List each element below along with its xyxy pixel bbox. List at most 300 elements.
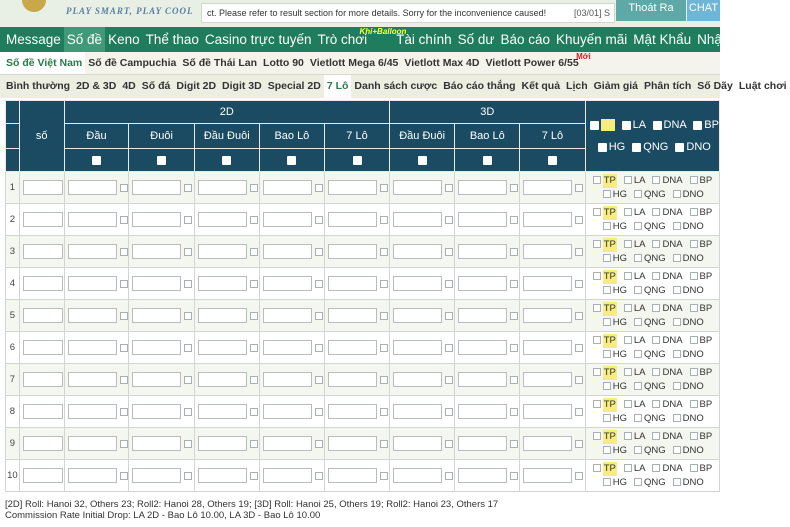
number-input[interactable]: [23, 276, 63, 291]
checkbox-3d-dau-duoi[interactable]: [445, 376, 453, 384]
checkbox-dau[interactable]: [120, 408, 128, 416]
checkbox-dau[interactable]: [120, 248, 128, 256]
nav-mat-khau[interactable]: Mật Khẩu: [633, 32, 692, 47]
check-dno[interactable]: [673, 318, 681, 326]
checkbox-duoi[interactable]: [184, 440, 192, 448]
number-input[interactable]: [23, 212, 63, 227]
check-dno[interactable]: [673, 478, 681, 486]
amount-input-3d-7-lo[interactable]: [523, 468, 572, 483]
checkbox-3d-dau-duoi[interactable]: [445, 440, 453, 448]
amount-input-7-lo[interactable]: [328, 340, 377, 355]
check-bp[interactable]: [690, 176, 698, 184]
amount-input-duoi[interactable]: [132, 308, 181, 323]
checkbox-7-lo[interactable]: [380, 248, 388, 256]
check-dna[interactable]: [652, 304, 660, 312]
check-bp[interactable]: [690, 272, 698, 280]
amount-input-duoi[interactable]: [132, 244, 181, 259]
checkbox-3d-bao-lo[interactable]: [510, 440, 518, 448]
amount-input-3d-bao-lo[interactable]: [458, 212, 507, 227]
checkbox-dau[interactable]: [120, 280, 128, 288]
checkbox-7-lo[interactable]: [380, 408, 388, 416]
nav-tro-choi[interactable]: [314, 27, 407, 52]
check-tp[interactable]: [593, 208, 601, 216]
checkbox-3d-dau-duoi[interactable]: [445, 248, 453, 256]
check-la[interactable]: [624, 336, 632, 344]
check-tp[interactable]: [593, 400, 601, 408]
amount-input-7-lo[interactable]: [328, 404, 377, 419]
amount-input-dau[interactable]: [68, 308, 117, 323]
amount-input-bao-lo[interactable]: [263, 340, 312, 355]
checkbox-3d-7-lo[interactable]: [575, 472, 583, 480]
check-bp[interactable]: [690, 400, 698, 408]
check-bp[interactable]: [690, 432, 698, 440]
check-dno[interactable]: [673, 414, 681, 422]
check-tp[interactable]: [593, 464, 601, 472]
amount-input-3d-dau-duoi[interactable]: [393, 372, 442, 387]
amount-input-duoi[interactable]: [132, 212, 181, 227]
amount-input-dau[interactable]: [68, 180, 117, 195]
select-all-3d-7-lo[interactable]: [520, 149, 586, 172]
amount-input-3d-dau-duoi[interactable]: [393, 404, 442, 419]
amount-input-3d-7-lo[interactable]: [523, 404, 572, 419]
amount-input-3d-7-lo[interactable]: [523, 340, 572, 355]
amount-input-3d-7-lo[interactable]: [523, 372, 572, 387]
bet-tab-2d-3d[interactable]: 2D & 3D: [76, 80, 117, 92]
checkbox-bao-lo[interactable]: [315, 280, 323, 288]
check-dno[interactable]: [673, 382, 681, 390]
amount-input-7-lo[interactable]: [328, 436, 377, 451]
number-input[interactable]: [23, 180, 63, 195]
check-bp[interactable]: [690, 240, 698, 248]
amount-input-3d-dau-duoi[interactable]: [393, 468, 442, 483]
check-tp[interactable]: [593, 304, 601, 312]
check-dna[interactable]: [652, 240, 660, 248]
checkbox-3d-bao-lo[interactable]: [510, 216, 518, 224]
nav-so-de[interactable]: Số đề: [64, 27, 105, 52]
check-qng[interactable]: [634, 254, 642, 262]
amount-input-7-lo[interactable]: [328, 276, 377, 291]
amount-input-duoi[interactable]: [132, 436, 181, 451]
checkbox-bao-lo[interactable]: [315, 216, 323, 224]
bet-tab-4d[interactable]: 4D: [122, 80, 136, 92]
announcement-text: ct. Please refer to result section for more details. Sorry for the inconvenience caused!: [207, 8, 547, 18]
amount-input-dau-duoi[interactable]: [198, 308, 247, 323]
checkbox-duoi[interactable]: [184, 184, 192, 192]
check-hg[interactable]: [603, 382, 611, 390]
checkbox-bao-lo[interactable]: [315, 472, 323, 480]
checkbox-3d-dau-duoi[interactable]: [445, 184, 453, 192]
check-la[interactable]: [624, 240, 632, 248]
amount-input-dau[interactable]: [68, 212, 117, 227]
check-la[interactable]: [624, 432, 632, 440]
subnav-so-de-campuchia[interactable]: Số đề Campuchia: [88, 57, 177, 69]
checkbox-7-lo[interactable]: [380, 184, 388, 192]
check-tp[interactable]: [593, 368, 601, 376]
check-dna[interactable]: [652, 400, 660, 408]
check-hg[interactable]: [603, 222, 611, 230]
amount-input-dau-duoi[interactable]: [198, 212, 247, 227]
checkbox-3d-bao-lo[interactable]: [510, 376, 518, 384]
header-check-la[interactable]: [622, 121, 631, 130]
amount-input-3d-7-lo[interactable]: [523, 276, 572, 291]
checkbox-dau[interactable]: [120, 216, 128, 224]
check-la[interactable]: [624, 272, 632, 280]
amount-input-3d-dau-duoi[interactable]: [393, 212, 442, 227]
checkbox-bao-lo[interactable]: [315, 376, 323, 384]
amount-input-bao-lo[interactable]: [263, 436, 312, 451]
check-bp[interactable]: [690, 208, 698, 216]
check-bp[interactable]: [690, 336, 698, 344]
checkbox-7-lo[interactable]: [380, 280, 388, 288]
amount-input-dau[interactable]: [68, 468, 117, 483]
amount-input-bao-lo[interactable]: [263, 308, 312, 323]
amount-input-dau[interactable]: [68, 276, 117, 291]
amount-input-7-lo[interactable]: [328, 308, 377, 323]
checkbox-3d-7-lo[interactable]: [575, 440, 583, 448]
checkbox-3d-dau-duoi[interactable]: [445, 344, 453, 352]
checkbox-3d-bao-lo[interactable]: [510, 184, 518, 192]
amount-input-dau[interactable]: [68, 340, 117, 355]
amount-input-dau-duoi[interactable]: [198, 340, 247, 355]
checkbox-dau-duoi[interactable]: [250, 248, 258, 256]
amount-input-dau-duoi[interactable]: [198, 404, 247, 419]
check-la[interactable]: [624, 464, 632, 472]
check-qng[interactable]: [634, 382, 642, 390]
checkbox-3d-7-lo[interactable]: [575, 408, 583, 416]
checkbox-duoi[interactable]: [184, 344, 192, 352]
checkbox-dau-duoi[interactable]: [250, 440, 258, 448]
check-dno[interactable]: [673, 190, 681, 198]
check-dno[interactable]: [673, 446, 681, 454]
checkbox-duoi[interactable]: [184, 280, 192, 288]
checkbox-duoi[interactable]: [184, 376, 192, 384]
header-check-bp[interactable]: [693, 121, 702, 130]
amount-input-3d-7-lo[interactable]: [523, 436, 572, 451]
nav-khuyen-mai[interactable]: Khuyến mãi: [556, 32, 628, 47]
option-hg: HG: [612, 316, 627, 328]
check-la[interactable]: [624, 176, 632, 184]
checkbox-dau[interactable]: [120, 376, 128, 384]
amount-input-3d-7-lo[interactable]: [523, 212, 572, 227]
amount-input-3d-bao-lo[interactable]: [458, 180, 507, 195]
select-all-dau[interactable]: [64, 149, 129, 172]
check-dna[interactable]: [652, 208, 660, 216]
bet-tab-digit-3d[interactable]: Digit 3D: [222, 80, 262, 92]
header-check-qng[interactable]: [632, 143, 641, 152]
check-dno[interactable]: [673, 222, 681, 230]
check-dna[interactable]: [652, 272, 660, 280]
bet-tab-special-2d[interactable]: Special 2D: [267, 80, 321, 92]
checkbox-duoi[interactable]: [184, 248, 192, 256]
checkbox-3d-7-lo[interactable]: [575, 344, 583, 352]
check-hg[interactable]: [603, 286, 611, 294]
amount-input-3d-dau-duoi[interactable]: [393, 244, 442, 259]
option-dna: DNA: [662, 430, 683, 442]
amount-input-duoi[interactable]: [132, 372, 181, 387]
checkbox-3d-bao-lo[interactable]: [510, 248, 518, 256]
amount-input-3d-bao-lo[interactable]: [458, 436, 507, 451]
group-2d-header: 2D: [64, 101, 389, 124]
amount-input-bao-lo[interactable]: [263, 244, 312, 259]
amount-input-3d-bao-lo[interactable]: [458, 340, 507, 355]
bet-tab-giam-gia[interactable]: Giảm giá: [593, 80, 638, 92]
check-qng[interactable]: [634, 318, 642, 326]
option-la: LA: [633, 334, 646, 346]
nav-bao-cao[interactable]: Báo cáo: [500, 32, 550, 47]
checkbox-duoi[interactable]: [184, 312, 192, 320]
amount-input-duoi[interactable]: [132, 468, 181, 483]
checkbox-dau-duoi[interactable]: [250, 344, 258, 352]
nav-casino[interactable]: Casino trực tuyến: [204, 32, 312, 47]
nav-nhat-ky[interactable]: Nhật ký: [697, 32, 743, 47]
bet-tab-so-day[interactable]: Số Dãy: [697, 80, 733, 92]
check-qng[interactable]: [634, 478, 642, 486]
amount-input-3d-dau-duoi[interactable]: [393, 308, 442, 323]
check-dna[interactable]: [652, 464, 660, 472]
nav-keno[interactable]: Keno: [108, 32, 140, 47]
checkbox-3d-7-lo[interactable]: [575, 248, 583, 256]
amount-input-3d-7-lo[interactable]: [523, 180, 572, 195]
check-hg[interactable]: [603, 446, 611, 454]
check-tp[interactable]: [593, 432, 601, 440]
bet-tab-lich[interactable]: Lịch: [566, 80, 588, 92]
bet-tab-bao-cao-thang[interactable]: Báo cáo thắng: [443, 80, 516, 92]
checkbox-dau-duoi[interactable]: [250, 408, 258, 416]
subnav-vietlott-max[interactable]: Vietlott Max 4D: [404, 57, 480, 69]
number-input[interactable]: [23, 244, 63, 259]
select-all-3d-dau-duoi[interactable]: [389, 149, 455, 172]
check-bp[interactable]: [690, 368, 698, 376]
amount-input-bao-lo[interactable]: [263, 372, 312, 387]
checkbox-dau-duoi[interactable]: [250, 312, 258, 320]
checkbox-7-lo[interactable]: [380, 344, 388, 352]
amount-input-3d-bao-lo[interactable]: [458, 404, 507, 419]
check-qng[interactable]: [634, 222, 642, 230]
amount-input-bao-lo[interactable]: [263, 180, 312, 195]
bet-tab-7-lo[interactable]: 7 Lô: [324, 75, 352, 98]
checkbox-3d-bao-lo[interactable]: [510, 472, 518, 480]
amount-input-3d-7-lo[interactable]: [523, 308, 572, 323]
amount-input-duoi[interactable]: [132, 276, 181, 291]
check-hg[interactable]: [603, 478, 611, 486]
check-hg[interactable]: [603, 190, 611, 198]
checkbox-dau-duoi[interactable]: [250, 376, 258, 384]
checkbox-bao-lo[interactable]: [315, 312, 323, 320]
checkbox-3d-dau-duoi[interactable]: [445, 312, 453, 320]
amount-input-7-lo[interactable]: [328, 468, 377, 483]
nav-message[interactable]: Message: [6, 32, 61, 47]
check-tp[interactable]: [593, 336, 601, 344]
amount-input-dau-duoi[interactable]: [198, 276, 247, 291]
subnav-so-de-viet-nam[interactable]: Số đề Việt Nam: [0, 52, 85, 74]
select-all-dau-duoi[interactable]: [194, 149, 259, 172]
check-hg[interactable]: [603, 318, 611, 326]
bet-tab-danh-sach-cuoc[interactable]: Danh sách cược: [354, 80, 438, 92]
amount-input-3d-bao-lo[interactable]: [458, 308, 507, 323]
check-qng[interactable]: [634, 190, 642, 198]
checkbox-3d-bao-lo[interactable]: [510, 344, 518, 352]
check-qng[interactable]: [634, 414, 642, 422]
amount-input-bao-lo[interactable]: [263, 276, 312, 291]
checkbox-dau[interactable]: [120, 344, 128, 352]
checkbox-dau[interactable]: [120, 184, 128, 192]
check-hg[interactable]: [603, 350, 611, 358]
bet-tab-luat-choi[interactable]: Luật chơi: [738, 80, 787, 92]
amount-input-7-lo[interactable]: [328, 180, 377, 195]
checkbox-dau-duoi[interactable]: [250, 184, 258, 192]
header-check-dna[interactable]: [653, 121, 662, 130]
amount-input-dau[interactable]: [68, 372, 117, 387]
select-all-7-lo[interactable]: [325, 149, 390, 172]
checkbox-duoi[interactable]: [184, 408, 192, 416]
checkbox-7-lo[interactable]: [380, 376, 388, 384]
header-check-dno[interactable]: [675, 143, 684, 152]
amount-input-duoi[interactable]: [132, 180, 181, 195]
check-tp[interactable]: [593, 240, 601, 248]
checkbox-3d-dau-duoi[interactable]: [445, 216, 453, 224]
check-qng[interactable]: [634, 350, 642, 358]
amount-input-dau-duoi[interactable]: [198, 372, 247, 387]
number-input[interactable]: [23, 340, 63, 355]
check-dna[interactable]: [652, 176, 660, 184]
bet-tab-phan-tich[interactable]: Phân tích: [644, 80, 692, 92]
check-la[interactable]: [624, 304, 632, 312]
amount-input-dau[interactable]: [68, 404, 117, 419]
amount-input-3d-dau-duoi[interactable]: [393, 436, 442, 451]
select-all-bao-lo[interactable]: [259, 149, 325, 172]
amount-input-7-lo[interactable]: [328, 212, 377, 227]
check-dno[interactable]: [673, 254, 681, 262]
amount-input-dau[interactable]: [68, 244, 117, 259]
amount-input-7-lo[interactable]: [328, 372, 377, 387]
checkbox-7-lo[interactable]: [380, 216, 388, 224]
checkbox-bao-lo[interactable]: [315, 184, 323, 192]
checkbox-7-lo[interactable]: [380, 440, 388, 448]
checkbox-bao-lo[interactable]: [315, 248, 323, 256]
amount-input-duoi[interactable]: [132, 340, 181, 355]
check-qng[interactable]: [634, 286, 642, 294]
checkbox-3d-7-lo[interactable]: [575, 216, 583, 224]
checkbox-duoi[interactable]: [184, 472, 192, 480]
number-input[interactable]: [23, 404, 63, 419]
checkbox-3d-bao-lo[interactable]: [510, 280, 518, 288]
checkbox-dau[interactable]: [120, 312, 128, 320]
number-input[interactable]: [23, 436, 63, 451]
amount-input-3d-bao-lo[interactable]: [458, 468, 507, 483]
amount-input-dau-duoi[interactable]: [198, 244, 247, 259]
checkbox-bao-lo[interactable]: [315, 440, 323, 448]
checkbox-duoi[interactable]: [184, 216, 192, 224]
checkbox-3d-7-lo[interactable]: [575, 376, 583, 384]
nav-so-du[interactable]: Số dư: [457, 32, 495, 47]
amount-input-3d-dau-duoi[interactable]: [393, 340, 442, 355]
amount-input-3d-dau-duoi[interactable]: [393, 180, 442, 195]
number-input[interactable]: [23, 372, 63, 387]
checkbox-dau-duoi[interactable]: [250, 216, 258, 224]
number-input[interactable]: [23, 308, 63, 323]
amount-input-dau-duoi[interactable]: [198, 436, 247, 451]
check-hg[interactable]: [603, 254, 611, 262]
subnav-vietlott-mega[interactable]: Vietlott Mega 6/45: [309, 57, 399, 69]
amount-input-duoi[interactable]: [132, 404, 181, 419]
bet-tab-so-da[interactable]: Số đá: [141, 80, 171, 92]
checkbox-3d-dau-duoi[interactable]: [445, 472, 453, 480]
bet-tab-binh-thuong[interactable]: Bình thường: [6, 80, 71, 92]
header-check-tp[interactable]: [590, 121, 599, 130]
check-dno[interactable]: [673, 286, 681, 294]
check-dna[interactable]: [652, 368, 660, 376]
chat-button[interactable]: CHAT: [687, 0, 720, 21]
amount-input-dau-duoi[interactable]: [198, 180, 247, 195]
checkbox-3d-7-lo[interactable]: [575, 184, 583, 192]
check-dna[interactable]: [652, 336, 660, 344]
checkbox-3d-dau-duoi[interactable]: [445, 408, 453, 416]
subnav-lotto-90[interactable]: Lotto 90: [263, 57, 304, 69]
subnav-vietlott-power[interactable]: [482, 52, 591, 74]
checkbox-dau-duoi[interactable]: [250, 280, 258, 288]
checkbox-7-lo[interactable]: [380, 312, 388, 320]
amount-input-3d-bao-lo[interactable]: [458, 372, 507, 387]
checkbox-7-lo[interactable]: [380, 472, 388, 480]
amount-input-3d-bao-lo[interactable]: [458, 244, 507, 259]
amount-cell-dau-duoi: [194, 300, 259, 332]
amount-input-bao-lo[interactable]: [263, 404, 312, 419]
check-tp[interactable]: [593, 272, 601, 280]
amount-input-7-lo[interactable]: [328, 244, 377, 259]
amount-input-dau-duoi[interactable]: [198, 468, 247, 483]
checkbox-3d-7-lo[interactable]: [575, 312, 583, 320]
checkbox-3d-bao-lo[interactable]: [510, 408, 518, 416]
check-la[interactable]: [624, 400, 632, 408]
checkbox-bao-lo[interactable]: [315, 344, 323, 352]
nav-tai-chinh[interactable]: Tài chính: [396, 32, 452, 47]
checkbox-bao-lo[interactable]: [315, 408, 323, 416]
check-dno[interactable]: [673, 350, 681, 358]
logout-button[interactable]: Thoát Ra: [616, 0, 686, 21]
subnav-so-de-thai-lan[interactable]: Số đề Thái Lan: [182, 57, 258, 69]
bet-tab-ket-qua[interactable]: Kết quả: [521, 80, 561, 92]
nav-the-thao[interactable]: Thể thao: [145, 32, 199, 47]
check-bp[interactable]: [690, 464, 698, 472]
checkbox-dau-duoi[interactable]: [250, 472, 258, 480]
amount-cell-bao-lo: [259, 364, 325, 396]
amount-input-3d-7-lo[interactable]: [523, 244, 572, 259]
amount-input-3d-bao-lo[interactable]: [458, 276, 507, 291]
checkbox-3d-dau-duoi[interactable]: [445, 280, 453, 288]
checkbox-3d-7-lo[interactable]: [575, 280, 583, 288]
check-la[interactable]: [624, 208, 632, 216]
bet-tab-digit-2d[interactable]: Digit 2D: [176, 80, 217, 92]
header-check-hg[interactable]: [598, 143, 607, 152]
amount-input-bao-lo[interactable]: [263, 468, 312, 483]
check-bp[interactable]: [690, 304, 698, 312]
select-all-3d-bao-lo[interactable]: [455, 149, 520, 172]
check-hg[interactable]: [603, 414, 611, 422]
select-all-duoi[interactable]: [129, 149, 195, 172]
checkbox-3d-bao-lo[interactable]: [510, 312, 518, 320]
check-la[interactable]: [624, 368, 632, 376]
amount-input-dau[interactable]: [68, 436, 117, 451]
checkbox-dau[interactable]: [120, 472, 128, 480]
check-dna[interactable]: [652, 432, 660, 440]
checkbox-dau[interactable]: [120, 440, 128, 448]
check-qng[interactable]: [634, 446, 642, 454]
number-input[interactable]: [23, 468, 63, 483]
check-tp[interactable]: [593, 176, 601, 184]
amount-input-bao-lo[interactable]: [263, 212, 312, 227]
amount-input-3d-dau-duoi[interactable]: [393, 276, 442, 291]
brand-logo[interactable]: [22, 0, 46, 12]
